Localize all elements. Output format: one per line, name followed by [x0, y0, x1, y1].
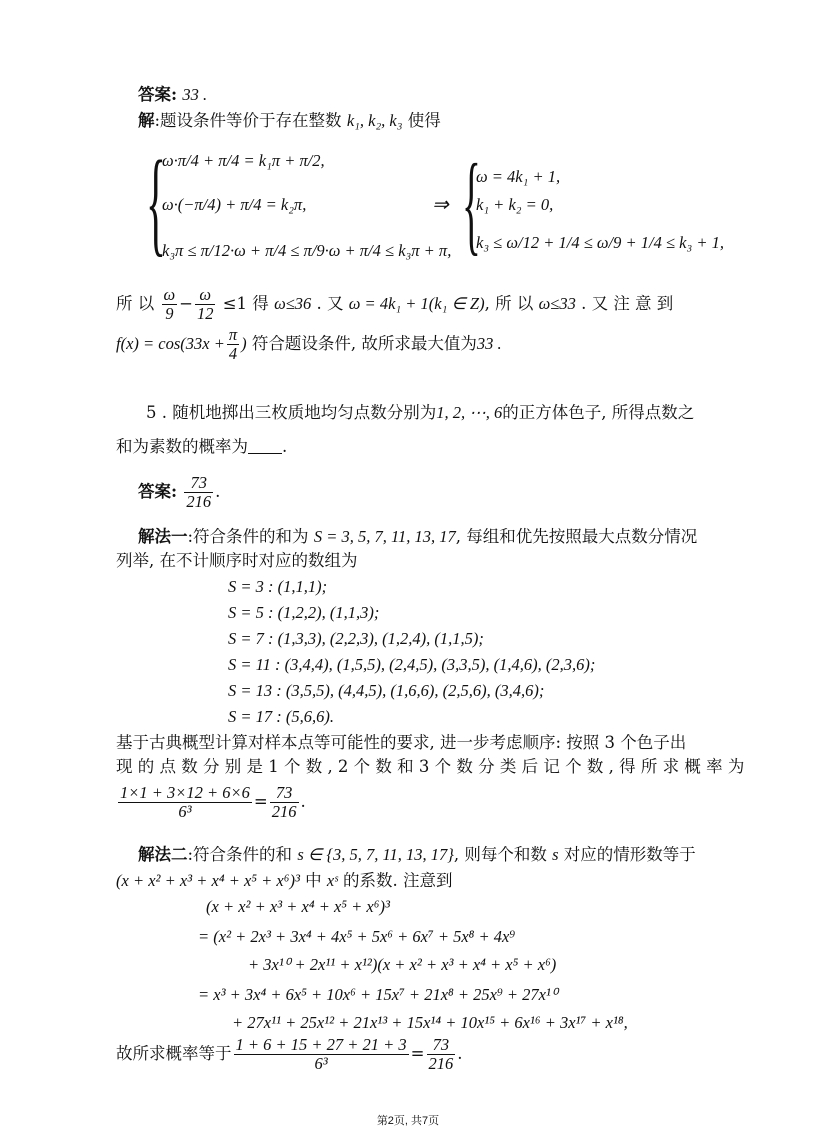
answer-value: 33 . [182, 85, 208, 104]
enum-s7: S = 7 : (1,3,3), (2,2,3), (1,2,4), (1,1,5); [228, 629, 484, 648]
expansion-line-2: = (x² + 2x³ + 3x⁴ + 4x⁵ + 5x⁶ + 6x⁷ + 5x⁸ + 4x⁹ [198, 927, 516, 946]
enum-s3: S = 3 : (1,1,1); [228, 577, 328, 596]
math-omega-formula: ω = 4k₁ + 1(k₁ ∈ Z) [348, 294, 485, 313]
page-footer: 第2页, 共7页 [376, 1115, 440, 1127]
text-le-1: ≤1 得 [222, 294, 269, 313]
method-1-label: 解法一 [138, 527, 188, 546]
system-left-3: k₃π ≤ π/12·ω + π/4 ≤ π/9·ω + π/4 ≤ k₃π + π, [162, 241, 452, 260]
solution-intro-end: 使得 [407, 111, 441, 130]
answer-line-p5 [138, 472, 220, 512]
method-2-result-fraction [427, 1036, 456, 1073]
equals-sign: = [253, 792, 268, 811]
method-2-text-j: 故所求概率等于 [116, 1044, 232, 1063]
system-left-1: ω·π/4 + π/4 = k₁π + π/2, [162, 151, 325, 170]
method-1-text-a: :符合条件的和为 [187, 527, 309, 546]
frac-den: 6³ [314, 1054, 328, 1073]
method-1-line-3: 基于古典概型计算对样本点等可能性的要求, 进一步考虑顺序: 按照 3 个色子出 [116, 733, 687, 752]
math-33: 33 . [476, 334, 502, 353]
fraction-omega-12 [195, 286, 216, 323]
solution-intro [138, 110, 441, 132]
system-left-2: ω·(−π/4) + π/4 = k₂π, [162, 195, 307, 214]
method-2-label: 解法二 [138, 845, 188, 864]
method-2-text-a: :符合条件的和 [187, 845, 293, 864]
problem-5-period: . [282, 437, 288, 456]
frac-num: 73 [270, 784, 299, 803]
answer-line-p4 [138, 84, 207, 106]
fraction-pi-4 [227, 326, 239, 363]
frac-num: π [228, 325, 238, 344]
frac-den: 6³ [178, 802, 192, 821]
answer-blank [248, 439, 282, 454]
method-1-line-4: 现 的 点 数 分 别 是 1 个 数 , 2 个 数 和 3 个 数 分 类 后 记 个 数 , 得 所 求 概 率 为 [116, 757, 745, 776]
method-2-text-c: , 则每个和数 [453, 845, 547, 864]
method-2-text-g: 中 [305, 871, 322, 890]
answer-period: . [215, 482, 221, 501]
enum-s5: S = 5 : (1,2,2), (1,1,3); [228, 603, 380, 622]
frac-num: ω [195, 286, 216, 305]
method-1-line-2: 列举, 在不计顺序时对应的数组为 [116, 551, 358, 570]
method-1-fraction [118, 784, 252, 821]
method-1-result [116, 782, 306, 822]
enum-s17: S = 17 : (5,6,6). [228, 707, 334, 726]
math-sum-set: S = 3, 5, 7, 11, 13, 17 [313, 527, 456, 546]
math-generating-function: (x + x² + x³ + x⁴ + x⁵ + x⁶)³ [116, 871, 300, 890]
problem-5-text-2: 的正方体色子, 所得点数之 [502, 403, 695, 422]
method-2-text-i: 的系数. 注意到 [342, 871, 453, 890]
math-dice-range: 1, 2, ⋯, 6 [436, 403, 503, 422]
math-fx: f(x) = cos(33x + [116, 334, 225, 353]
implies-arrow: ⇒ [432, 194, 449, 216]
frac-den: 216 [271, 802, 297, 821]
text-zhuyi: . 又 注 意 到 [581, 294, 674, 313]
problem-5-line-1 [146, 402, 694, 424]
method-2-text-e: 对应的情形数等于 [563, 845, 696, 864]
answer-label: 答案: [138, 482, 178, 501]
text-suoyi-2: , 所 以 [484, 294, 534, 313]
period: . [300, 792, 306, 811]
expansion-line-5: + 27x¹¹ + 25x¹² + 21x¹³ + 15x¹⁴ + 10x¹⁵ + 6x¹⁶ + 3x¹⁷ + x¹⁸, [232, 1013, 628, 1032]
system-right-1: ω = 4k₁ + 1, [476, 167, 561, 186]
expansion-line-3: + 3x¹⁰ + 2x¹¹ + x¹²)(x + x² + x³ + x⁴ + x⁵ + x⁶) [248, 955, 557, 974]
math-close-paren: ) [241, 334, 247, 353]
frac-den: 9 [165, 304, 174, 323]
conclusion-line-2 [116, 326, 502, 363]
integer-vars: k₁, k₂, k₃ [346, 111, 403, 130]
math-x-s: xˢ [326, 871, 338, 890]
expansion-line-4: = x³ + 3x⁴ + 6x⁵ + 10x⁶ + 15x⁷ + 21x⁸ + 25x⁹ + 27x¹⁰ [198, 985, 558, 1004]
method-2-line-2 [116, 870, 452, 892]
expansion-line-1: (x + x² + x³ + x⁴ + x⁵ + x⁶)³ [206, 897, 390, 916]
math-s: s [552, 845, 559, 864]
method-1-text-c: , 每组和优先按照最大点数分情况 [455, 527, 698, 546]
system-right-3: k₃ ≤ ω/12 + 1/4 ≤ ω/9 + 1/4 ≤ k₃ + 1, [476, 233, 724, 252]
frac-den: 4 [228, 344, 238, 363]
frac-num: 73 [427, 1036, 456, 1055]
fraction-omega-9 [162, 286, 178, 323]
text-you: . 又 [316, 294, 344, 313]
solution-intro-text: :题设条件等价于存在整数 [154, 111, 342, 130]
method-1-result-fraction [270, 784, 299, 821]
problem-5-text: 5 . 随机地掷出三枚质地均匀点数分别为 [146, 403, 437, 422]
problem-5-line-2 [116, 436, 287, 458]
frac-num: 73 [184, 474, 213, 493]
period: . [457, 1044, 463, 1063]
frac-num: 1 + 6 + 15 + 27 + 21 + 3 [235, 1035, 407, 1054]
enum-s13: S = 13 : (3,5,5), (4,4,5), (1,6,6), (2,5,6), (3,4,6); [228, 681, 545, 700]
text-fuhe: 符合题设条件, 故所求最大值为 [251, 334, 477, 353]
method-1-line-1 [138, 526, 697, 548]
text-suoyi: 所 以 [116, 294, 155, 313]
frac-num: ω [163, 285, 176, 304]
left-brace: { [146, 136, 166, 267]
solution-label: 解 [138, 111, 155, 130]
enum-s11: S = 11 : (3,4,4), (1,5,5), (2,4,5), (3,3,5), (1,4,6), (2,3,6); [228, 655, 596, 674]
math-omega-le-33: ω≤33 [538, 294, 576, 313]
math-s-in-set: s ∈ {3, 5, 7, 11, 13, 17} [297, 845, 454, 864]
frac-den: 216 [428, 1054, 454, 1073]
problem-5-text-3: 和为素数的概率为 [116, 437, 248, 456]
method-2-fraction [234, 1036, 409, 1073]
equals-sign: = [410, 1044, 425, 1063]
frac-den: 216 [186, 492, 212, 511]
frac-den: 12 [196, 304, 214, 323]
math-omega-le-36: ω≤36 [274, 294, 312, 313]
answer-label: 答案: [138, 85, 178, 104]
system-right-2: k₁ + k₂ = 0, [476, 195, 554, 214]
frac-num: 1×1 + 3×12 + 6×6 [120, 783, 250, 802]
method-2-line-1 [138, 844, 696, 866]
method-2-result [116, 1034, 463, 1074]
answer-fraction [184, 474, 213, 511]
conclusion-line-1: 所 以 $\frac{\omega}{9}$ − $\frac{\omega}{12}$ ≤1 得 ω≤36 . 又 ω = 4k₁ + 1(k₁ ∈ Z), 所 以 ω≤33 . 又 注 意 到 [116, 285, 674, 323]
right-brace: { [462, 142, 481, 266]
